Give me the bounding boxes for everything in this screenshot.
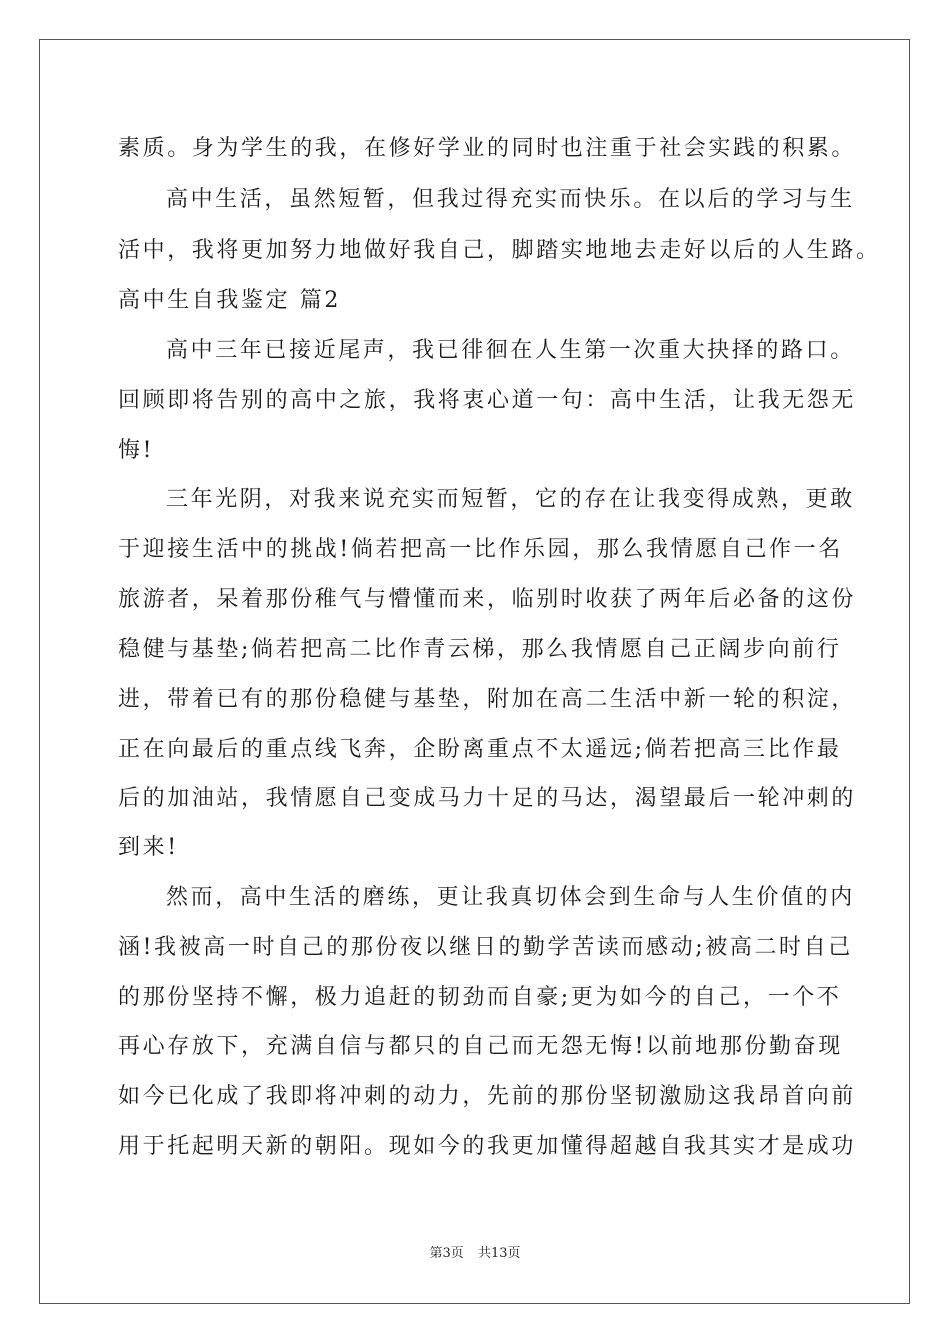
text-line: 正在向最后的重点线飞奔，企盼离重点不太遥远;倘若把高三比作最 [118,737,842,762]
text-line: 素质。身为学生的我，在修好学业的同时也注重于社会实践的积累。 [118,136,857,161]
text-line: 悔! [118,438,155,463]
text-line: 用于托起明天新的朝阳。现如今的我更加懂得超越自我其实才是成功 [118,1134,857,1159]
text-line: 高中三年已接近尾声，我已徘徊在人生第一次重大抉择的路口。 [166,338,855,363]
text-line: 于迎接生活中的挑战!倘若把高一比作乐园，那么我情愿自己作一名 [118,537,843,562]
page-total: 共13页 [477,1246,521,1261]
text-line: 三年光阴，对我来说充实而短暂，它的存在让我变得成熟，更敢 [166,487,855,512]
text-line: 如今已化成了我即将冲刺的动力，先前的那份坚韧激励这我昂首向前 [118,1084,857,1109]
text-line: 到来! [118,835,179,860]
page-border [39,39,910,1304]
text-line: 回顾即将告别的高中之旅，我将衷心道一句：高中生活，让我无怨无 [118,388,857,413]
section-heading: 高中生自我鉴定 篇2 [118,288,341,313]
text-line: 活中，我将更加努力地做好我自己，脚踏实地地去走好以后的人生路。 [118,238,881,263]
text-line: 然而，高中生活的磨练，更让我真切体会到生命与人生价值的内 [166,885,855,910]
text-line: 的那份坚持不懈，极力追赶的韧劲而自豪;更为如今的自己，一个不 [118,985,842,1010]
text-line: 进，带着已有的那份稳健与基垫，附加在高二生活中新一轮的积淀， [118,687,857,712]
text-line: 旅游者，呆着那份稚气与懵懂而来，临别时收获了两年后必备的这份 [118,587,857,612]
text-line: 高中生活，虽然短暂，但我过得充实而快乐。在以后的学习与生 [166,187,855,212]
text-line: 稳健与基垫;倘若把高二比作青云梯，那么我情愿自己正阔步向前行 [118,637,842,662]
text-line: 后的加油站，我情愿自己变成马力十足的马达，渴望最后一轮冲刺的 [118,786,857,811]
text-line: 再心存放下，充满自信与都只的自己而无怨无悔!以前地那份勤奋现 [118,1034,843,1059]
page-number: 第3页 [429,1246,464,1261]
page-footer [0,1245,950,1263]
text-line: 涵!我被高一时自己的那份夜以继日的勤学苦读而感动;被高二时自己 [118,935,853,960]
